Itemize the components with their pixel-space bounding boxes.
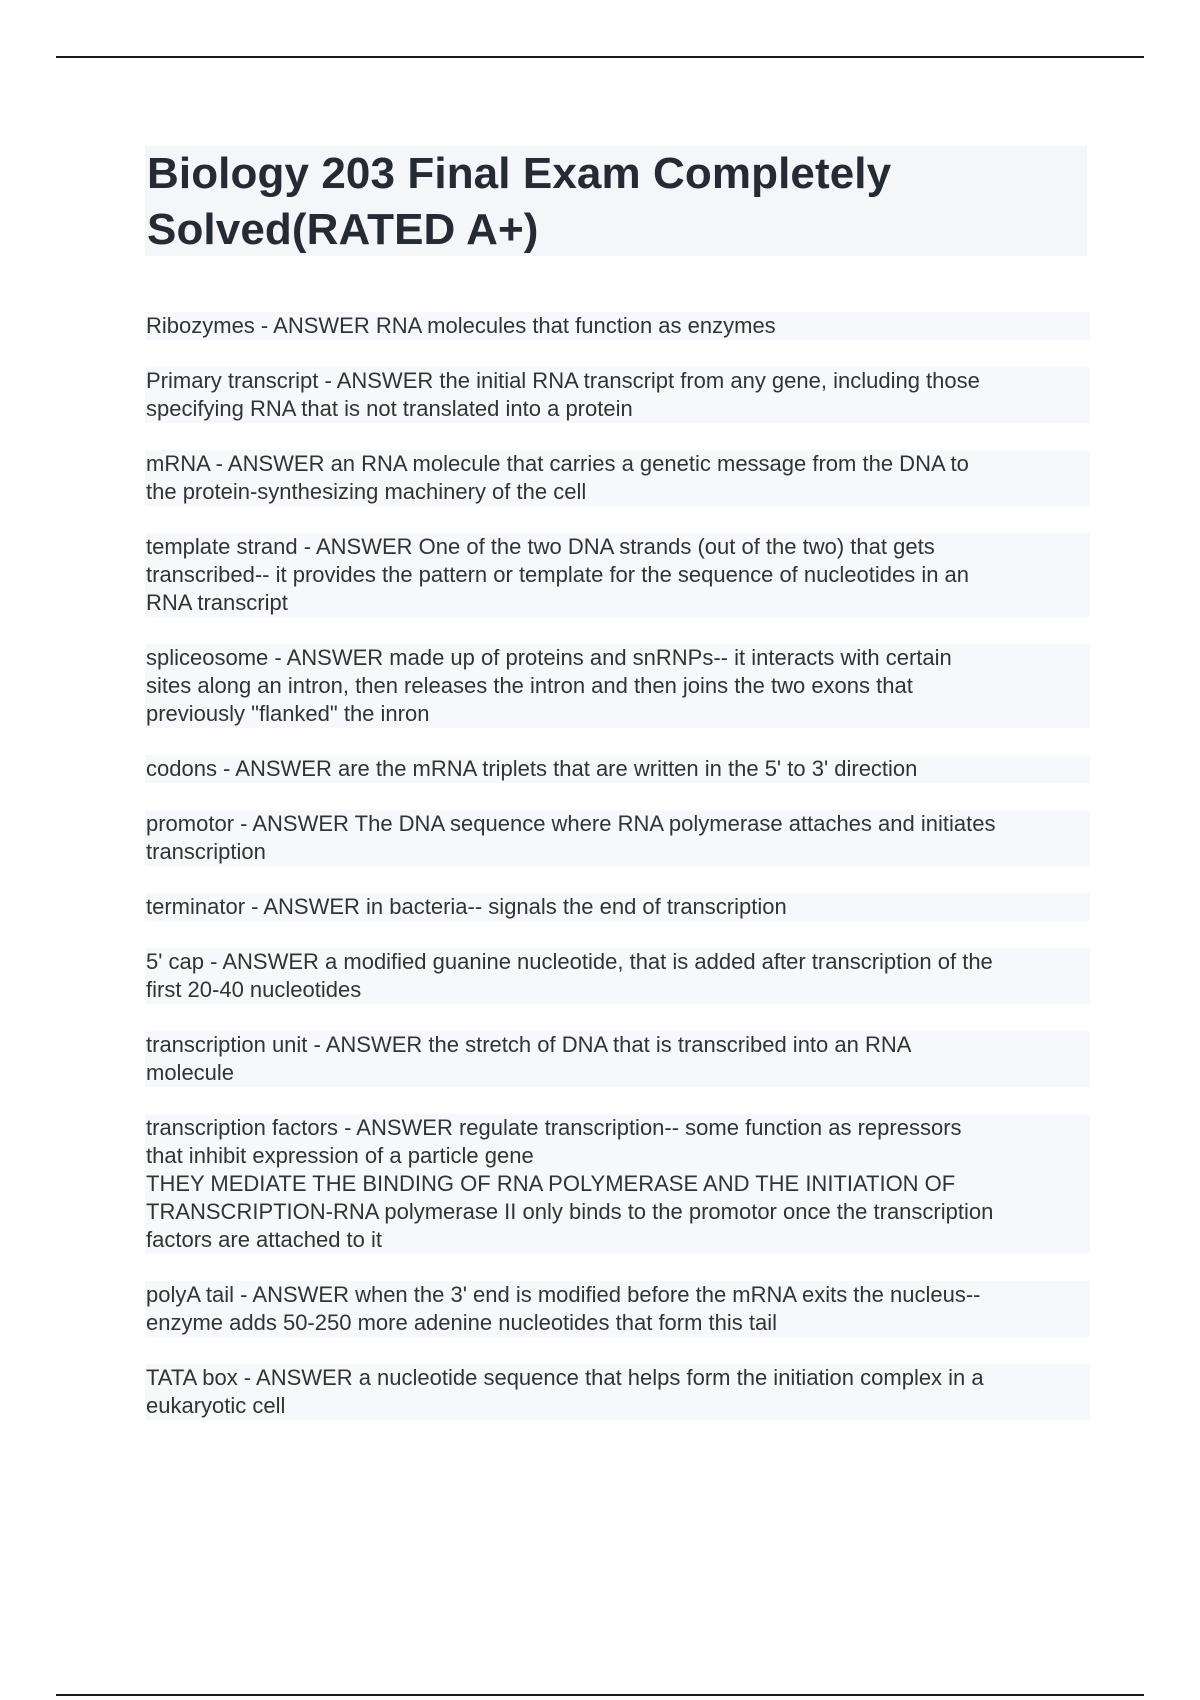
qa-entry-polya-tail	[145, 1281, 1090, 1337]
qa-line: factors are attached to it	[145, 1226, 1090, 1254]
qa-line: transcription factors - ANSWER regulate transcription-- some function as repressors	[145, 1114, 1090, 1142]
top-divider	[56, 56, 1144, 58]
qa-line: 5' cap - ANSWER a modified guanine nucleotide, that is added after transcription of the	[145, 948, 1090, 976]
qa-line: transcription	[145, 838, 1090, 866]
qa-entry-terminator	[145, 893, 1090, 921]
qa-entry-tata-box	[145, 1364, 1090, 1420]
qa-list	[145, 312, 1090, 1447]
qa-line: THEY MEDIATE THE BINDING OF RNA POLYMERASE AND THE INITIATION OF	[145, 1170, 1090, 1198]
qa-line: eukaryotic cell	[145, 1392, 1090, 1420]
qa-line: sites along an intron, then releases the intron and then joins the two exons that	[145, 672, 1090, 700]
qa-entry-template-strand	[145, 533, 1090, 617]
qa-entry-primary-transcript	[145, 367, 1090, 423]
qa-line: codons - ANSWER are the mRNA triplets that are written in the 5' to 3' direction	[145, 755, 1090, 783]
qa-line: transcription unit - ANSWER the stretch of DNA that is transcribed into an RNA	[145, 1031, 1090, 1059]
qa-line: specifying RNA that is not translated into a protein	[145, 395, 1090, 423]
qa-line: spliceosome - ANSWER made up of proteins and snRNPs-- it interacts with certain	[145, 644, 1090, 672]
qa-line: TRANSCRIPTION-RNA polymerase II only binds to the promotor once the transcription	[145, 1198, 1090, 1226]
qa-entry-promotor	[145, 810, 1090, 866]
qa-line: RNA transcript	[145, 589, 1090, 617]
qa-line: terminator - ANSWER in bacteria-- signals the end of transcription	[145, 893, 1090, 921]
qa-entry-codons	[145, 755, 1090, 783]
qa-line: polyA tail - ANSWER when the 3' end is modified before the mRNA exits the nucleus--	[145, 1281, 1090, 1309]
qa-entry-mrna	[145, 450, 1090, 506]
qa-entry-ribozymes	[145, 312, 1090, 340]
qa-line: Ribozymes - ANSWER RNA molecules that function as enzymes	[145, 312, 1090, 340]
qa-line: that inhibit expression of a particle gene	[145, 1142, 1090, 1170]
qa-entry-spliceosome	[145, 644, 1090, 728]
qa-line: enzyme adds 50-250 more adenine nucleotides that form this tail	[145, 1309, 1090, 1337]
qa-line: promotor - ANSWER The DNA sequence where RNA polymerase attaches and initiates	[145, 810, 1090, 838]
qa-line: the protein-synthesizing machinery of the cell	[145, 478, 1090, 506]
qa-line: previously "flanked" the inron	[145, 700, 1090, 728]
qa-line: mRNA - ANSWER an RNA molecule that carries a genetic message from the DNA to	[145, 450, 1090, 478]
qa-entry-transcription-unit	[145, 1031, 1090, 1087]
title-line: Solved(RATED A+)	[147, 205, 539, 254]
bottom-divider	[56, 1694, 1144, 1696]
qa-line: TATA box - ANSWER a nucleotide sequence that helps form the initiation complex in a	[145, 1364, 1090, 1392]
qa-line: Primary transcript - ANSWER the initial RNA transcript from any gene, including those	[145, 367, 1090, 395]
qa-line: transcribed-- it provides the pattern or template for the sequence of nucleotides in an	[145, 561, 1090, 589]
qa-line: molecule	[145, 1059, 1090, 1087]
qa-line: template strand - ANSWER One of the two DNA strands (out of the two) that gets	[145, 533, 1090, 561]
page-title	[145, 146, 1087, 258]
qa-entry-5-cap	[145, 948, 1090, 1004]
title-block	[145, 146, 1087, 256]
title-line: Biology 203 Final Exam Completely	[147, 149, 892, 198]
qa-line: first 20-40 nucleotides	[145, 976, 1090, 1004]
qa-entry-transcription-factors	[145, 1114, 1090, 1254]
